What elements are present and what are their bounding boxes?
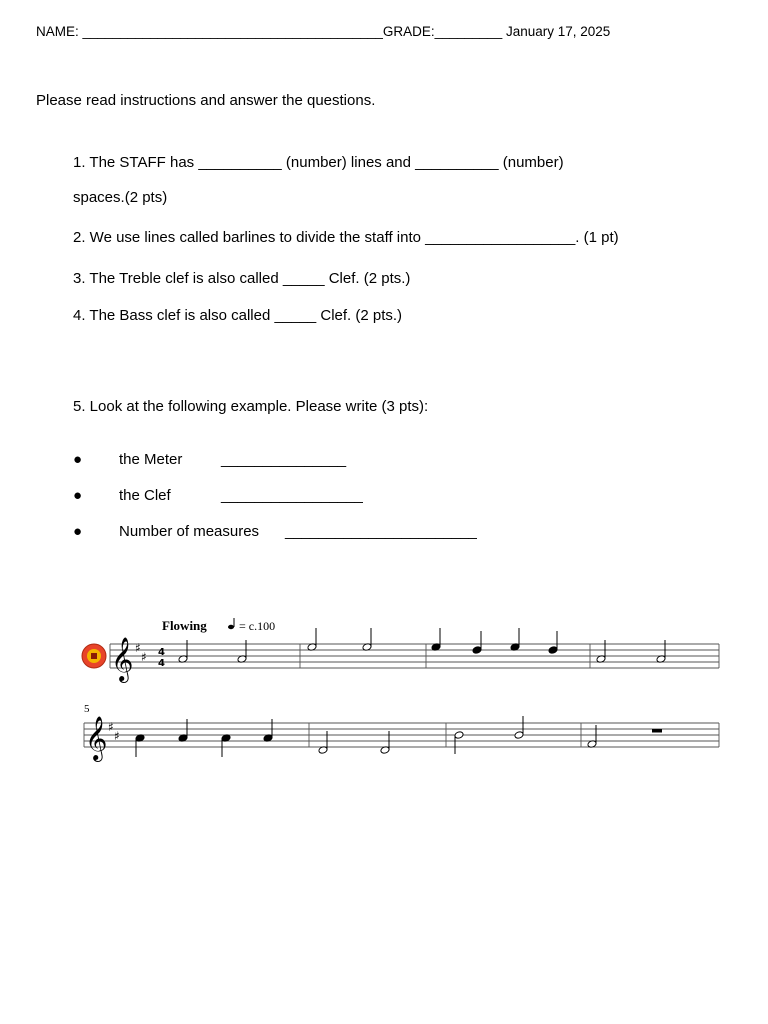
sharp-icon: ♯ bbox=[114, 729, 120, 743]
header-line bbox=[36, 24, 610, 39]
publisher-logo-icon bbox=[82, 644, 106, 668]
tempo-marking: = c.100 bbox=[239, 619, 276, 633]
treble-clef-icon: 𝄞 bbox=[85, 716, 108, 760]
quarter-note-icon bbox=[228, 618, 234, 629]
bullet-clef-blank[interactable]: _________________ bbox=[221, 487, 363, 504]
time-signature-top: 4 bbox=[158, 647, 165, 658]
bullet-meter-label: the Meter bbox=[119, 451, 183, 468]
name-blank[interactable]: ________________________________________ bbox=[82, 24, 383, 39]
question-4: 4. The Bass clef is also called _____ Clef. (2 pts.) bbox=[73, 307, 403, 324]
grade-blank[interactable]: _________ bbox=[434, 24, 503, 39]
bullet-measures-blank[interactable]: _______________________ bbox=[285, 523, 477, 540]
staff-system-2 bbox=[84, 723, 719, 747]
bullet-measures-label: Number of measures bbox=[119, 523, 260, 540]
sharp-icon: ♯ bbox=[108, 720, 114, 734]
instructions: Please read instructions and answer the questions. bbox=[36, 92, 376, 109]
bullet-clef-label: the Clef bbox=[119, 487, 171, 504]
time-signature-bottom: 4 bbox=[158, 658, 165, 669]
staff-system-1 bbox=[110, 644, 719, 668]
question-1-line1: 1. The STAFF has __________ (number) lines and __________ (number) bbox=[73, 154, 564, 171]
treble-clef-icon: 𝄞 bbox=[111, 637, 134, 681]
name-label: NAME: bbox=[36, 24, 79, 39]
question-3: 3. The Treble clef is also called _____ Clef. (2 pts.) bbox=[73, 270, 411, 287]
sharp-icon: ♯ bbox=[141, 650, 147, 664]
question-5: 5. Look at the following example. Please write (3 pts): bbox=[73, 398, 429, 415]
bullet-marker: ● bbox=[73, 487, 83, 504]
bullet-meter-blank[interactable]: _______________ bbox=[221, 451, 347, 468]
notes-system-1 bbox=[178, 628, 666, 663]
half-rest-icon bbox=[652, 729, 662, 733]
bullet-marker: ● bbox=[73, 523, 83, 540]
measure-number: 5 bbox=[84, 703, 90, 715]
music-score bbox=[74, 612, 724, 762]
grade-label: GRADE: bbox=[382, 24, 435, 39]
question-1-line2: spaces.(2 pts) bbox=[73, 189, 168, 206]
tempo-text: Flowing bbox=[162, 618, 207, 633]
sharp-icon: ♯ bbox=[135, 641, 141, 655]
bullet-marker: ● bbox=[73, 451, 83, 468]
date: January 17, 2025 bbox=[505, 24, 611, 39]
notes-system-2 bbox=[135, 716, 662, 757]
question-2: 2. We use lines called barlines to divide the staff into __________________. (1 pt) bbox=[73, 229, 619, 246]
